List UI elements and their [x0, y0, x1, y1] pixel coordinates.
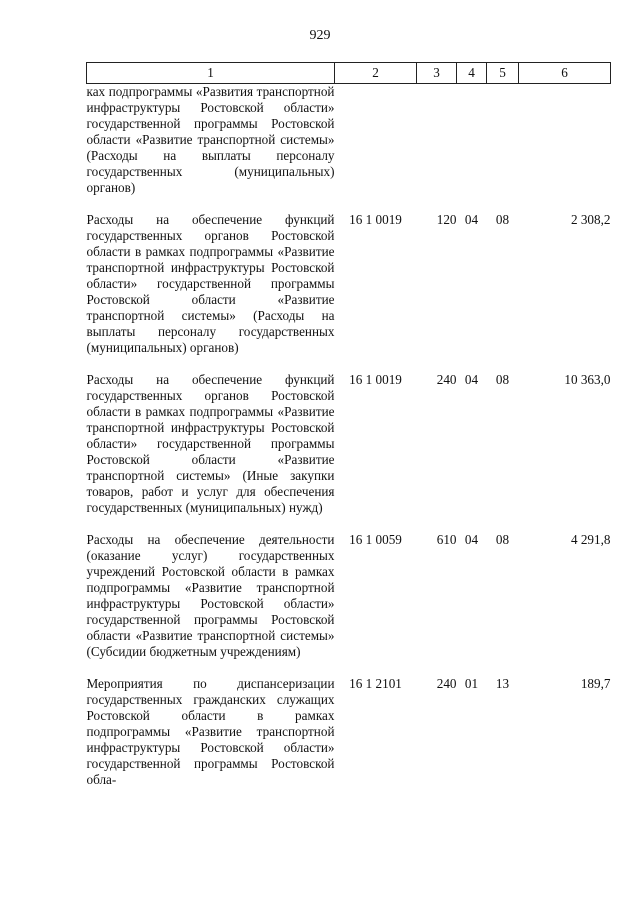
row-amount: 4 291,8 — [570, 532, 611, 547]
row-amount: 2 308,2 — [570, 212, 611, 227]
column-header: 3 — [417, 63, 457, 84]
row-section — [457, 84, 487, 197]
row-subsection: 13 — [495, 676, 510, 691]
row-section: 01 — [464, 676, 479, 691]
row-subsection: 08 — [495, 212, 510, 227]
table-row — [87, 532, 611, 660]
row-subsection: 08 — [495, 532, 510, 547]
row-target-code — [335, 84, 417, 197]
row-expense-type: 120 — [436, 212, 457, 227]
row-description: Расходы на обеспечение функций государственных органов Ростовской области в рамках подпрограммы «Развитие транспортной инфраструктуры Ростовской области» государственной программы Ростовской области «Развитие транспортной системы» (Расходы на выплаты персоналу государственных (муниципальных) органов) — [86, 212, 335, 355]
row-amount: 189,7 — [580, 676, 611, 691]
row-section: 04 — [464, 372, 479, 387]
budget-table — [86, 62, 611, 788]
row-expense-type: 610 — [436, 532, 457, 547]
row-expense-type: 240 — [436, 372, 457, 387]
row-expense-type — [417, 84, 457, 197]
row-amount — [519, 84, 611, 197]
table-row — [87, 84, 611, 197]
column-header: 5 — [487, 63, 519, 84]
column-header: 2 — [335, 63, 417, 84]
table-header-row — [87, 63, 611, 84]
column-header: 6 — [519, 63, 611, 84]
row-description: ках подпрограммы «Развития транспортной инфраструктуры Ростовской области» государственной программы Ростовской области «Развитие транспортной системы» (Расходы на выплаты персоналу государственных (муниципальных) органов) — [86, 84, 335, 195]
row-subsection: 08 — [495, 372, 510, 387]
row-description: Расходы на обеспечение деятельности (оказание услуг) государственных учреждений Ростовской области в рамках подпрограммы «Развитие транспортной инфраструктуры Ростовской области» государственной программы Ростовской области «Развитие транспортной системы» (Субсидии бюджетным учреждениям) — [86, 532, 335, 659]
row-target-code: 16 1 2101 — [349, 676, 402, 691]
page-number: 929 — [309, 28, 331, 43]
row-expense-type: 240 — [436, 676, 457, 691]
row-section: 04 — [464, 212, 479, 227]
column-header: 4 — [457, 63, 487, 84]
table-row — [87, 372, 611, 516]
row-amount: 10 363,0 — [564, 372, 611, 387]
row-target-code: 16 1 0059 — [349, 532, 402, 547]
row-description: Мероприятия по диспансеризации государственных гражданских служащих Ростовской области в рамках подпрограммы «Развитие транспортной инфраструктуры Ростовской области» государственной программы Ростовской обла- — [86, 676, 335, 787]
row-target-code: 16 1 0019 — [349, 372, 402, 387]
row-subsection — [487, 84, 519, 197]
column-header: 1 — [87, 63, 335, 84]
row-section: 04 — [464, 532, 479, 547]
table-row — [87, 676, 611, 788]
row-description: Расходы на обеспечение функций государственных органов Ростовской области в рамках подпрограммы «Развитие транспортной инфраструктуры Ростовской области» государственной программы Ростовской области «Развитие транспортной системы» (Иные закупки товаров, работ и услуг для обеспечения государственных (муниципальных) нужд) — [86, 372, 335, 515]
row-target-code: 16 1 0019 — [349, 212, 402, 227]
table-row — [87, 212, 611, 356]
